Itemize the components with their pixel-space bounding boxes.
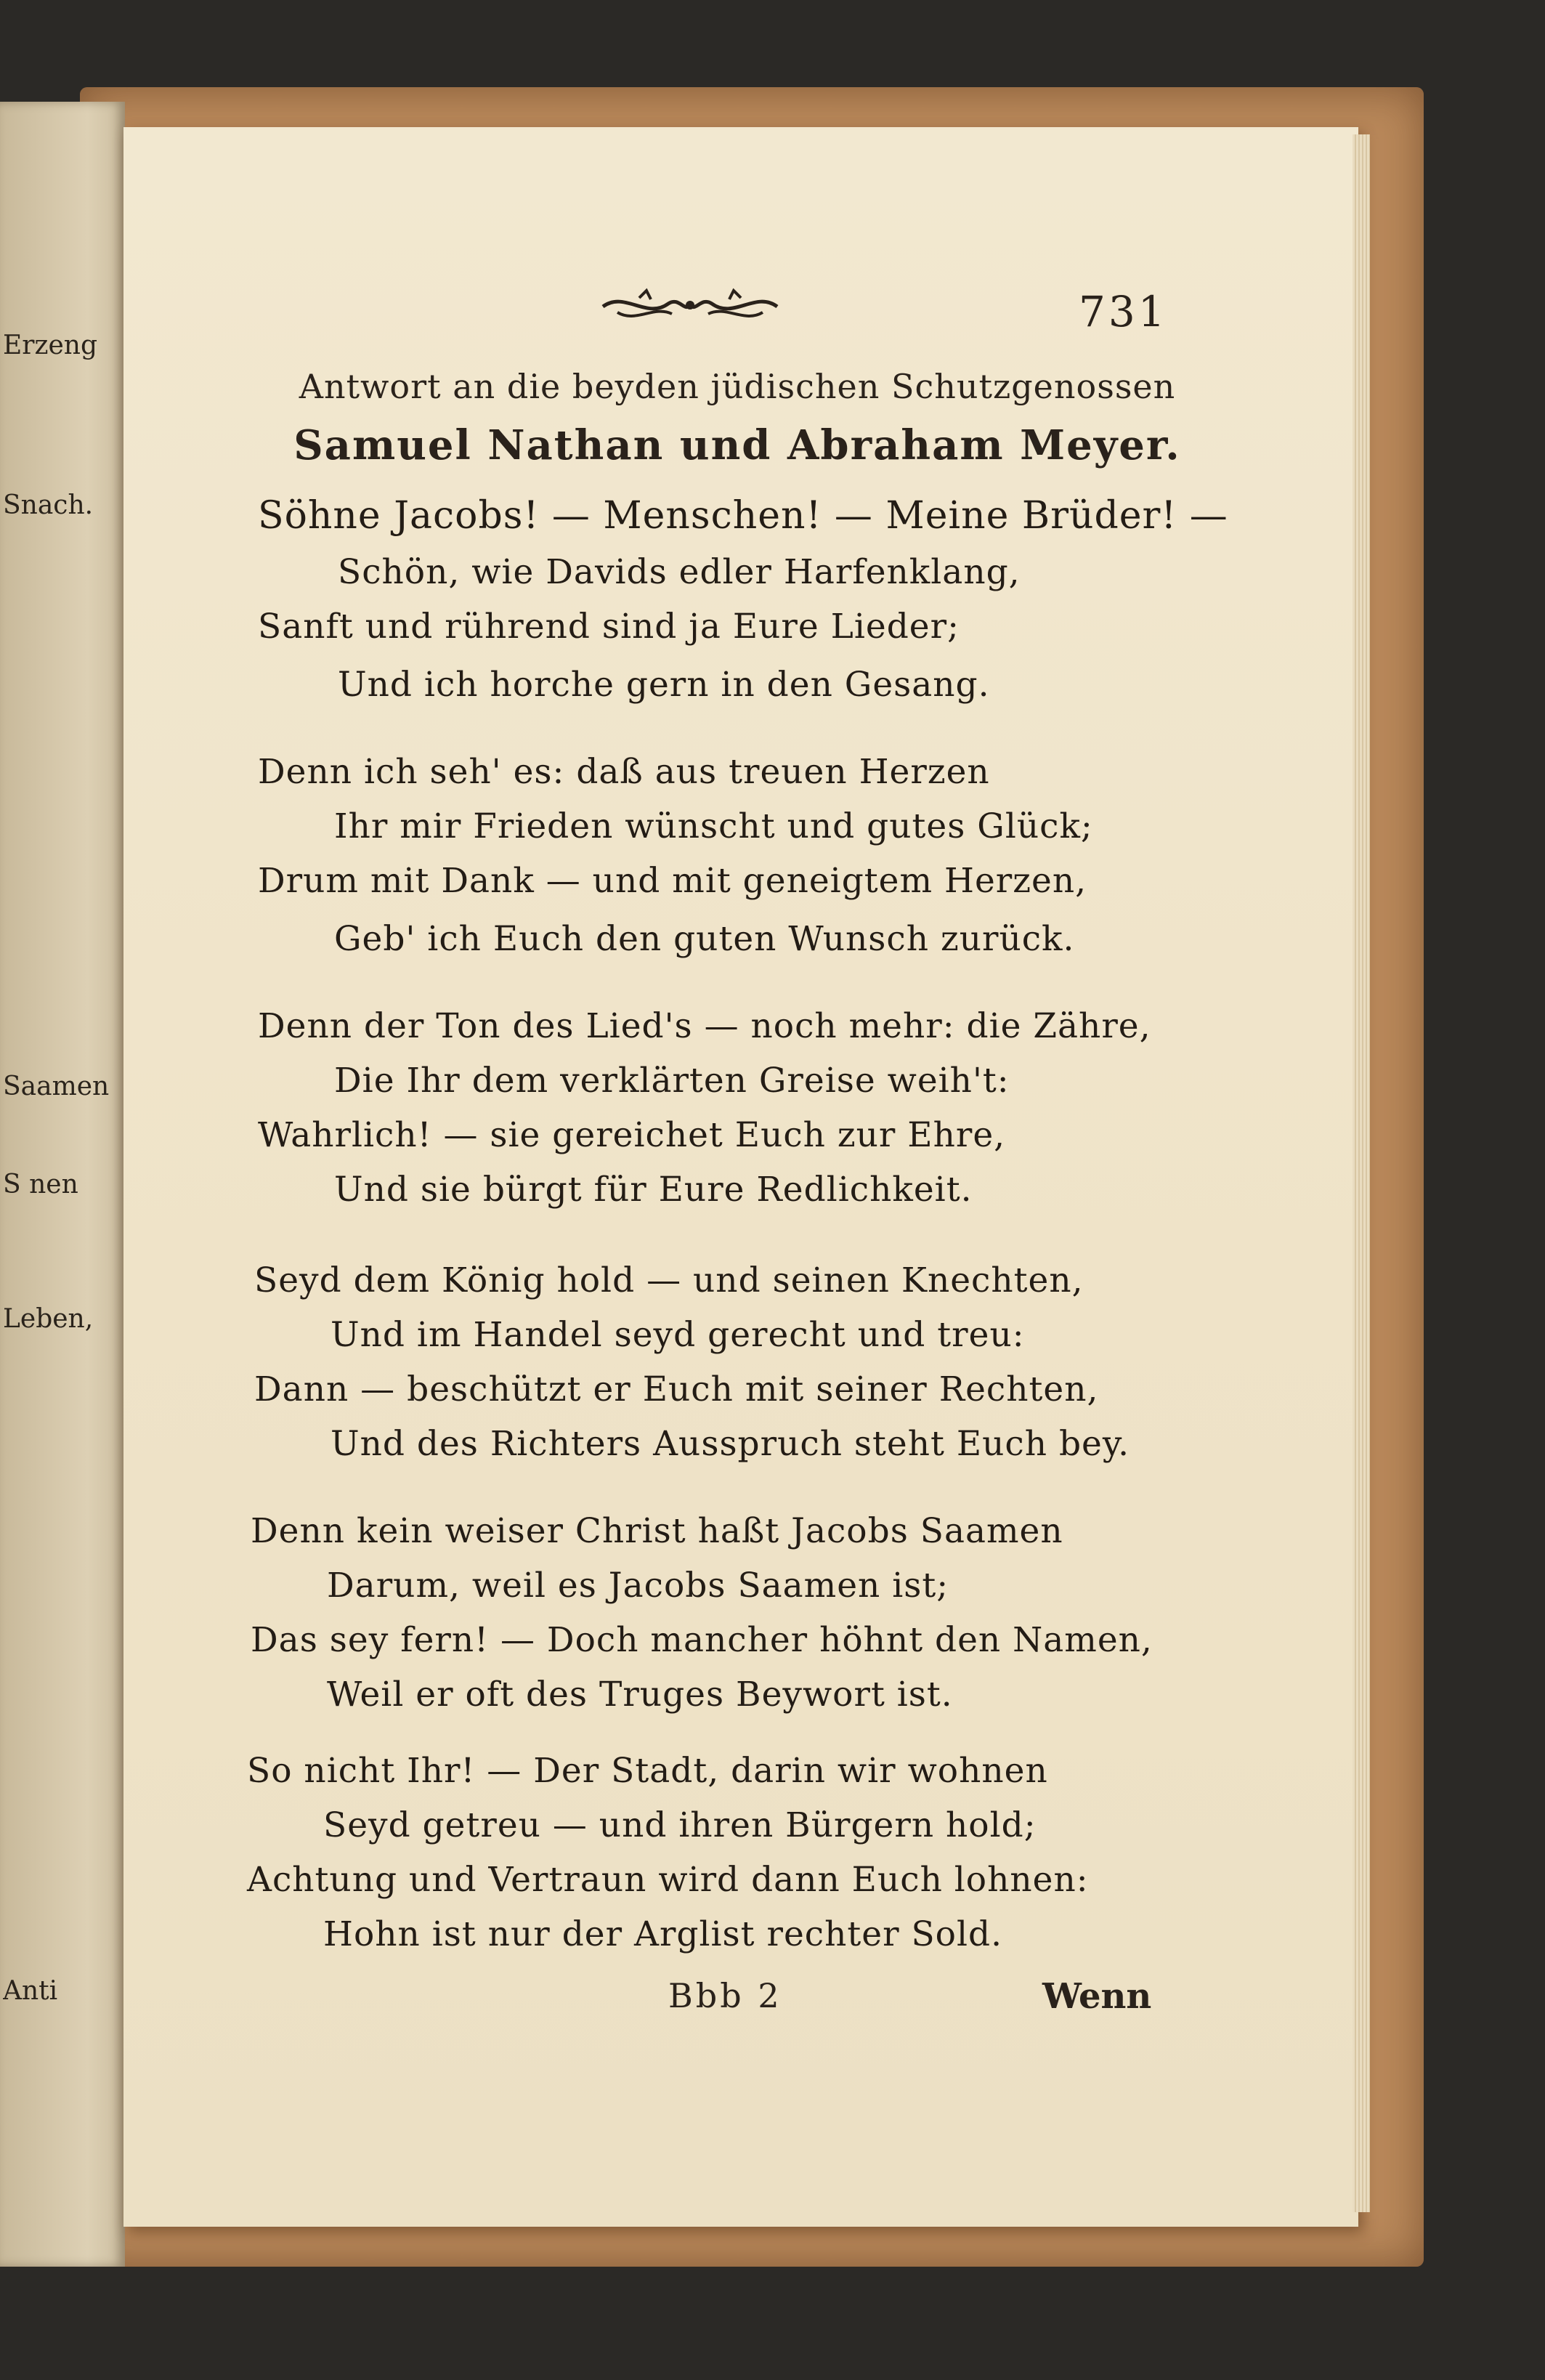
poem-heading-line: Antwort an die beyden jüdischen Schutzgenossen [299, 367, 1176, 406]
poem-line: Und ich horche gern in den Gesang. [338, 665, 990, 705]
facing-page-word: Erzeng [3, 331, 97, 360]
facing-page-word: Leben, [3, 1304, 94, 1334]
poem-line: Söhne Jacobs! — Menschen! — Meine Brüder! — [258, 494, 1228, 538]
poem-line: Sanft und rührend sind ja Eure Lieder; [258, 607, 960, 647]
poem-line: Achtung und Vertraun wird dann Euch lohnen: [247, 1860, 1089, 1900]
poem-line: Hohn ist nur der Arglist rechter Sold. [323, 1914, 1003, 1954]
poem-line: Drum mit Dank — und mit geneigtem Herzen, [258, 861, 1087, 901]
poem-line: Seyd dem König hold — und seinen Knechten, [254, 1260, 1084, 1300]
facing-page-word: Anti [3, 1976, 58, 2006]
poem-line: Wahrlich! — sie gereichet Euch zur Ehre, [258, 1115, 1006, 1155]
poem-line: Ihr mir Frieden wünscht und gutes Glück; [334, 806, 1093, 846]
facing-page-word: Snach. [3, 490, 94, 520]
poem-line: Und im Handel seyd gerecht und treu: [331, 1315, 1025, 1355]
poem-line: Das sey fern! — Doch mancher höhnt den Namen, [251, 1620, 1153, 1660]
facing-page-word: Saamen [3, 1072, 110, 1101]
printers-ornament-icon [596, 283, 784, 327]
facing-page-word: S nen [3, 1170, 78, 1199]
catchword: Wenn [1042, 1976, 1152, 2017]
poem-heading-names: Samuel Nathan und Abraham Meyer. [293, 421, 1181, 469]
poem-line: Weil er oft des Truges Beywort ist. [327, 1675, 953, 1715]
poem-line: Denn der Ton des Lied's — noch mehr: die Zähre, [258, 1006, 1151, 1046]
poem-line: Dann — beschützt er Euch mit seiner Rechten, [254, 1369, 1099, 1409]
poem-line: Schön, wie Davids edler Harfenklang, [338, 552, 1021, 592]
poem-line: Und sie bürgt für Eure Redlichkeit. [334, 1170, 973, 1210]
poem-line: Die Ihr dem verklärten Greise weih't: [334, 1061, 1010, 1101]
poem-line: Denn kein weiser Christ haßt Jacobs Saamen [251, 1511, 1063, 1551]
poem-line: Geb' ich Euch den guten Wunsch zurück. [334, 919, 1075, 959]
poem-line: Seyd getreu — und ihren Bürgern hold; [323, 1805, 1037, 1845]
signature-mark: Bbb 2 [668, 1976, 782, 2015]
poem-line: So nicht Ihr! — Der Stadt, darin wir wohnen [247, 1751, 1048, 1791]
poem-line: Denn ich seh' es: daß aus treuen Herzen [258, 752, 990, 792]
poem-line: Darum, weil es Jacobs Saamen ist; [327, 1566, 949, 1606]
page-number: 731 [1079, 287, 1168, 336]
facing-page-fragment [0, 102, 125, 2267]
page-stack-edge [1353, 134, 1370, 2212]
poem-line: Und des Richters Ausspruch steht Euch bey. [331, 1424, 1130, 1464]
